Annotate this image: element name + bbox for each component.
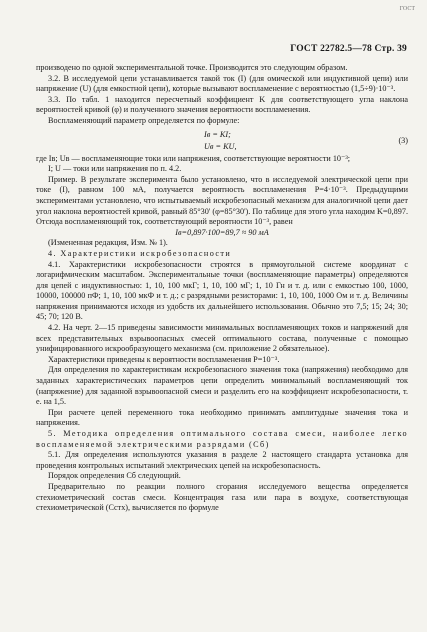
paragraph: Воспламеняющий параметр определяется по формуле: <box>48 115 240 125</box>
section-5-title: 5. Методика определения оптимального состава смеси, наиболее легко воспламеняемой электрическими разрядами (Cб) <box>36 429 408 449</box>
paragraph: Для определения по характеристикам искробезопасного значения тока (напряжения) необходимо для заданных характеристических параметров цепи определить минимальный воспламеняющий ток (напряжение) для заданной взрывоопасной смеси и разделить его на коэффициент искробезопасности, т. е. на 1,5. <box>36 365 408 407</box>
paragraph: где Iв; Uв — воспламеняющие токи или напряжения, соответствующие вероятности 10⁻³; <box>36 153 351 163</box>
formula-3 <box>36 128 408 153</box>
paragraph: 5.1. Для определения используются указания в разделе 2 настоящего стандарта установка для проведения контрольных испытаний электрических цепей на искробезопасность. <box>36 450 408 470</box>
paragraph: 4.1. Характеристики искробезопасности строятся в прямоугольной системе координат с логарифмическим масштабом. Экспериментальные точки (воспламеняющие параметры) определяются для цепей с индуктивностью: 1, 10, 100 мкГ; 1, 10, 100 мГ; 1, 10 Гн и т. д. или с емкостью 100, 1000, 10000, 100000 пФ; 1, 10, 100 мкФ и т. д.; с разрядными резисторами: 1, 10, 100, 1000 Ом и т. д. Величины напряжения принимаются исходя из удобств их дальнейшего использования. Обычно это 7,5; 15; 24; 30; 45; 70; 120 В. <box>36 259 408 322</box>
page-header: ГОСТ 22782.5—78 Стр. 39 <box>290 44 407 54</box>
equation-number: (3) <box>398 135 408 145</box>
paragraph: При расчете цепей переменного тока необходимо принимать амплитудные значения тока и напряжения. <box>36 407 408 428</box>
paragraph: Характеристики приведены к вероятности воспламенения P=10⁻³. <box>48 354 280 364</box>
body-text <box>36 63 408 514</box>
amendment-note: (Измененная редакция, Изм. № 1). <box>48 238 168 248</box>
formula-line: Iв = KI; <box>204 129 231 139</box>
formula-line: Uв = KU, <box>204 141 237 151</box>
paragraph: Порядок определения Cб следующий. <box>48 471 181 481</box>
paragraph: Предварительно по реакции полного сгорания исследуемого вещества определяется стехиометрический состав смеси. Концентрация газа или пара в воздухе, соответствующая стехиометрической (Cстх), вычисляется по формуле <box>36 481 408 513</box>
paragraph: производено по одной экспериментальной точке. Производится это следующим образом. <box>36 63 348 72</box>
paragraph: 3.2. В исследуемой цепи устанавливается такой ток (I) (для омической или индуктивной цепи) или напряжение (U) (для емкостной цепи), которые вызывают воспламенение с вероятностью (1,5÷9)·10⁻³. <box>36 73 408 94</box>
example-paragraph: Пример. В результате эксперимента было установлено, что в исследуемой электрической цепи при токе (I), равном 100 мА, получается вероятность воспламенения P=4·10⁻³. Предыдущими экспериментами установлено, что испытываемый искробезопасный механизм для аналогичной цепи дает угол наклона вероятностей кривой, равный 85°30' (φ=85°30'). По таблице для этого угла находим K=0,897. Отсюда воспламеняющий ток, соответствующий вероятности 10⁻³, равен <box>36 174 408 227</box>
example-formula: Iв=0,897·100=89,7 ≈ 90 мА <box>175 227 269 237</box>
section-4-title: 4. Характеристики искробезопасности <box>48 248 232 258</box>
paragraph: 4.2. На черт. 2—15 приведены зависимости минимальных воспламеняющих токов и напряжений для всех представительных взрывоопасных смесей оптимального состава, полученные с помощью унифицированного искрообразующего механизма (см. приложение 2 обязательное). <box>36 323 408 354</box>
paragraph: 3.3. По табл. 1 находится пересчетный коэффициент K для соответствующего угла наклона вероятностей кривой (φ) и полученного значения вероятности воспламенения. <box>36 94 408 115</box>
corner-mark: ГОСТ <box>399 6 415 12</box>
paragraph: I; U — токи или напряжения по п. 4.2. <box>48 164 182 174</box>
